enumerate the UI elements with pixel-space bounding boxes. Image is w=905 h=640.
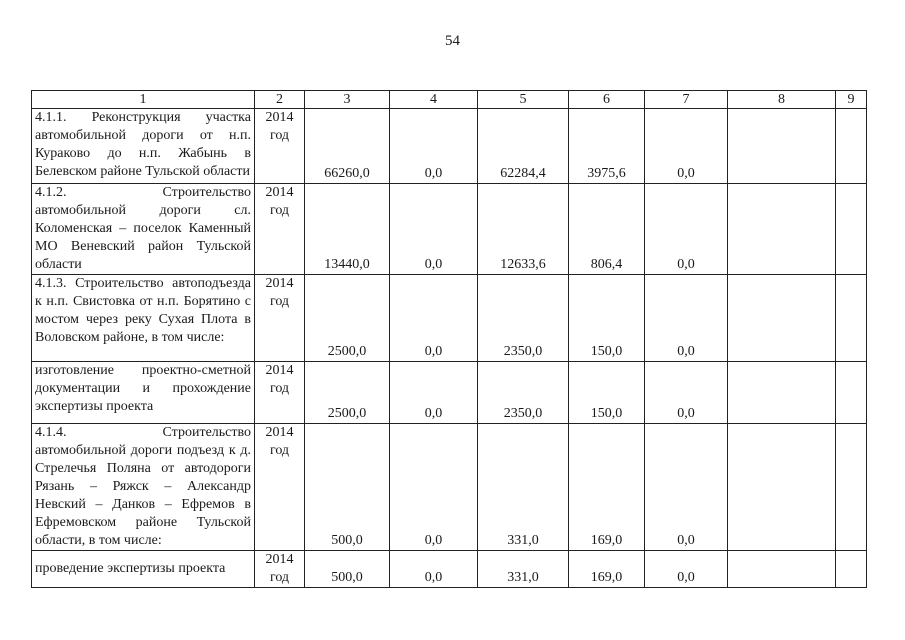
year-value: 2014 [265,363,294,378]
table-row [32,362,867,424]
column-header: 3 [305,91,390,109]
item-name-cell: 4.1.4. Строительство автомобильной дороги подъезд к д. Стрелечья Поляна от автодороги Рязань – Ряжск – Александр Невский – Данков – Ефремов в Ефремовском районе Тульской области, в том числе: [32,424,255,551]
value-cell [836,551,867,588]
value-cell: 2500,0 [305,275,390,362]
table-row [32,551,867,588]
value-cell [728,184,836,275]
value-cell: 500,0 [305,424,390,551]
value-cell: 62284,4 [478,109,569,184]
year-value: 2014 [265,110,294,125]
value-cell: 13440,0 [305,184,390,275]
header-row [32,91,867,109]
value-cell [728,109,836,184]
value-cell: 169,0 [569,424,645,551]
item-name-cell: 4.1.2. Строительство автомобильной дороги сл. Коломенская – поселок Каменный МО Веневский район Тульской области [32,184,255,275]
year-value: 2014 [265,276,294,291]
page-number: 54 [445,33,460,49]
value-cell: 0,0 [645,109,728,184]
year-value: 2014 [265,425,294,440]
value-cell: 66260,0 [305,109,390,184]
value-cell: 2350,0 [478,362,569,424]
value-cell: 0,0 [645,184,728,275]
value-cell [836,184,867,275]
year-cell [255,424,305,551]
value-cell [836,424,867,551]
year-suffix: год [269,381,290,396]
value-cell: 0,0 [390,362,478,424]
value-cell [836,275,867,362]
value-cell: 150,0 [569,362,645,424]
table-row [32,424,867,551]
value-cell [728,424,836,551]
year-value: 2014 [265,185,294,200]
value-cell: 0,0 [390,109,478,184]
year-suffix: год [269,570,290,585]
value-cell: 806,4 [569,184,645,275]
budget-table [31,90,867,588]
value-cell: 2350,0 [478,275,569,362]
value-cell: 0,0 [390,184,478,275]
year-cell [255,551,305,588]
value-cell: 0,0 [645,362,728,424]
table-row [32,109,867,184]
year-cell [255,362,305,424]
value-cell: 331,0 [478,424,569,551]
item-name-cell: проведение экспертизы проекта [32,551,255,588]
value-cell: 12633,6 [478,184,569,275]
year-value: 2014 [265,552,294,567]
value-cell [728,551,836,588]
column-header: 8 [728,91,836,109]
column-header: 9 [836,91,867,109]
value-cell: 0,0 [390,424,478,551]
column-header: 4 [390,91,478,109]
value-cell [836,362,867,424]
value-cell [728,362,836,424]
year-suffix: год [269,294,290,309]
value-cell: 0,0 [390,551,478,588]
value-cell: 0,0 [645,551,728,588]
item-name-cell: 4.1.3. Строительство автоподъезда к н.п. Свистовка от н.п. Борятино с мостом через реку Сухая Плота в Воловском районе, в том числе: [32,275,255,362]
value-cell: 3975,6 [569,109,645,184]
value-cell: 169,0 [569,551,645,588]
year-cell [255,184,305,275]
column-header: 1 [32,91,255,109]
column-header: 6 [569,91,645,109]
value-cell: 150,0 [569,275,645,362]
value-cell: 0,0 [645,424,728,551]
year-cell [255,109,305,184]
table-row [32,275,867,362]
item-name-cell: изготовление проектно-сметной документации и прохождение экспертизы проекта [32,362,255,424]
value-cell: 0,0 [390,275,478,362]
value-cell [836,109,867,184]
item-name-cell: 4.1.1. Реконструкция участка автомобильной дороги от н.п. Кураково до н.п. Жабынь в Белевском районе Тульской области [32,109,255,184]
table-row [32,184,867,275]
value-cell: 0,0 [645,275,728,362]
column-header: 5 [478,91,569,109]
value-cell: 500,0 [305,551,390,588]
year-suffix: год [269,128,290,143]
year-suffix: год [269,443,290,458]
column-header: 7 [645,91,728,109]
value-cell: 2500,0 [305,362,390,424]
value-cell: 331,0 [478,551,569,588]
year-suffix: год [269,203,290,218]
value-cell [728,275,836,362]
column-header: 2 [255,91,305,109]
year-cell [255,275,305,362]
